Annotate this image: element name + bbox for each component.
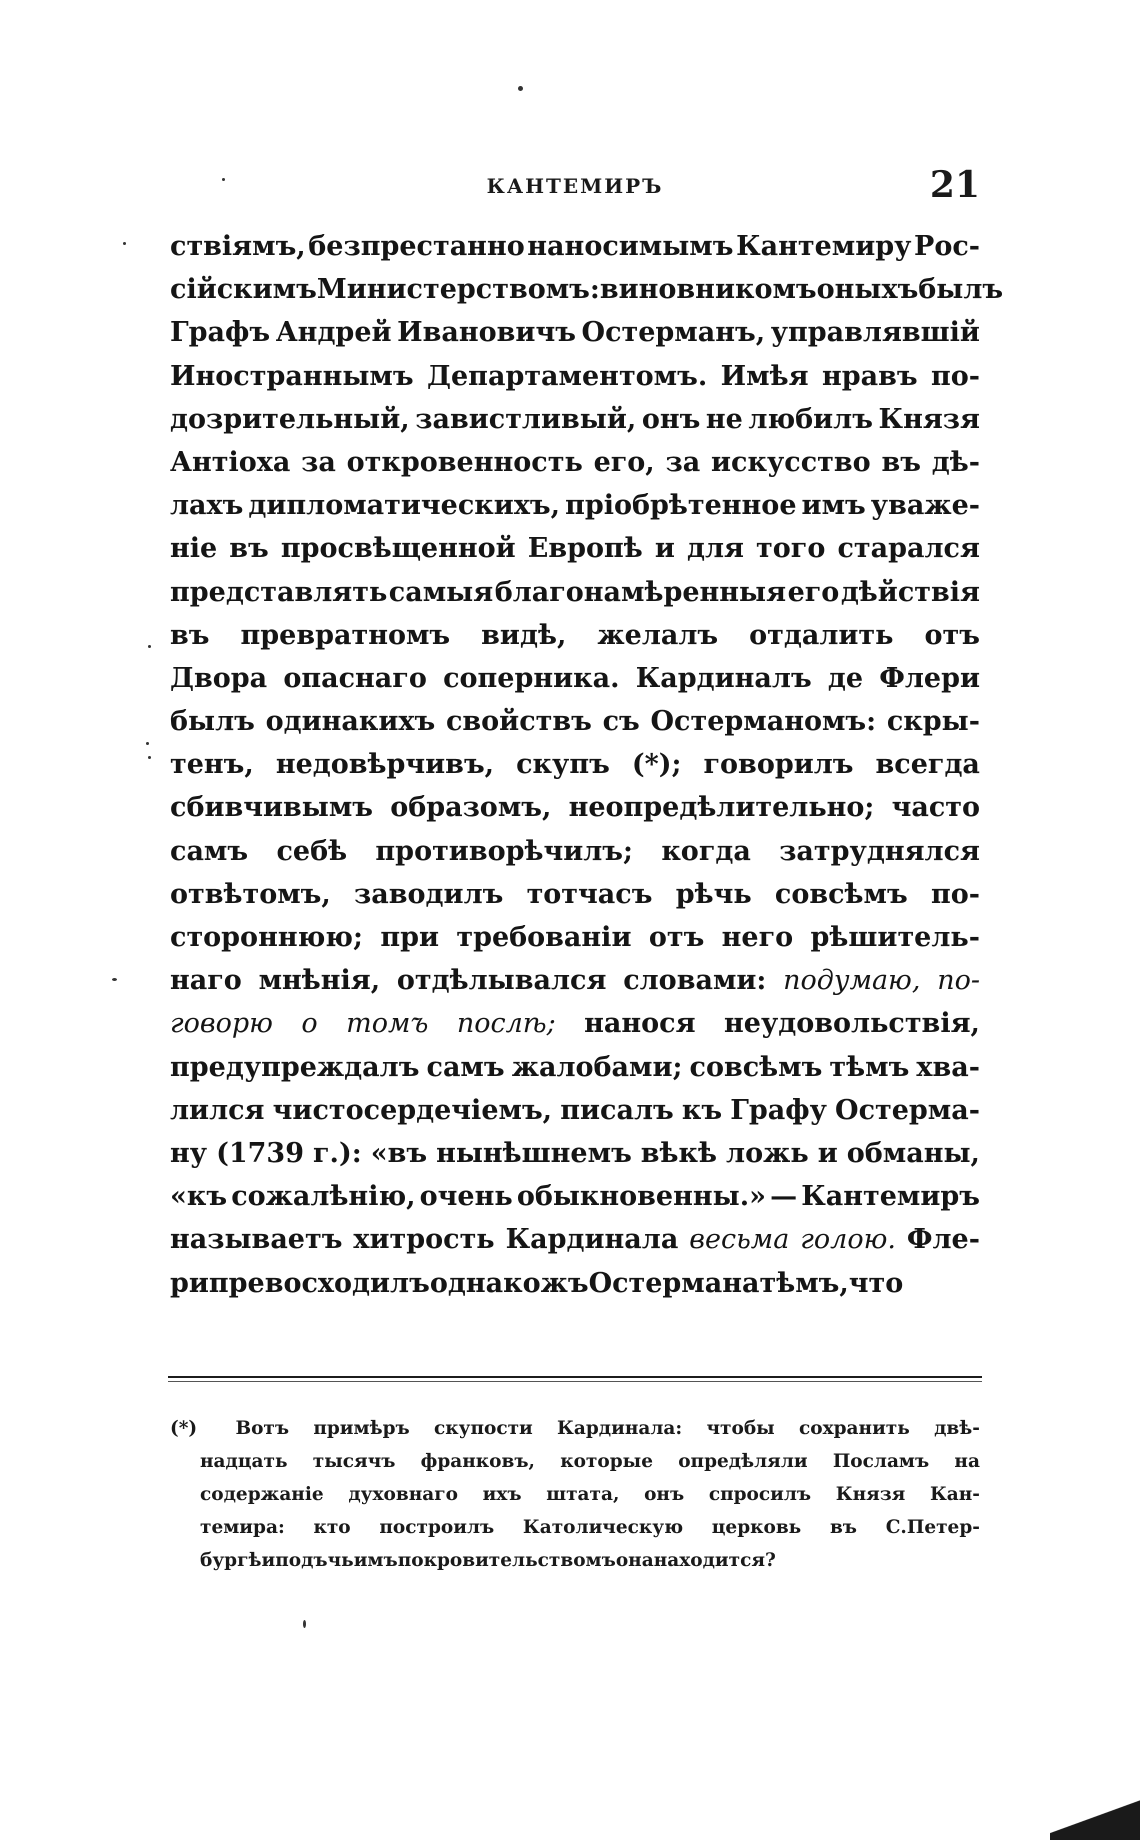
footnote-word: Вотъ (235, 1418, 290, 1439)
page-number: 21 (929, 164, 980, 206)
word: Андрей (275, 317, 392, 349)
word: виновникомъ (599, 274, 817, 306)
word: къ (681, 1094, 723, 1126)
word: очень (419, 1181, 513, 1213)
text-line (170, 959, 980, 1002)
footnote-word: церковь (711, 1517, 802, 1538)
text-line (170, 484, 980, 527)
page-header (170, 164, 980, 208)
word: Остермана (588, 1267, 760, 1299)
footnote-separator-thin (168, 1381, 982, 1382)
footnote-word: тысячъ (312, 1451, 396, 1472)
word: желалъ (597, 619, 719, 651)
word: ствіямъ, (170, 231, 306, 262)
footnote-word: опредѣляли (678, 1451, 808, 1472)
text-line (170, 614, 980, 657)
word: томъ (346, 1008, 429, 1040)
footnote-word: спросилъ (708, 1484, 812, 1505)
word: ри (170, 1267, 209, 1299)
word: былъ (170, 706, 255, 738)
word: по- (930, 360, 980, 392)
text-line (170, 311, 980, 354)
word: послѣ; (456, 1008, 556, 1040)
word: совсѣмъ (774, 878, 908, 910)
text-line (170, 830, 980, 873)
word: безпрестанно (308, 231, 525, 262)
footnote-word: темира: (200, 1517, 285, 1538)
word: для (686, 533, 744, 565)
word: Антіоха (170, 446, 291, 478)
word: скупъ (516, 749, 610, 781)
text-line (170, 441, 980, 484)
word: за (665, 446, 701, 478)
word: пріобрѣтенное (565, 490, 797, 522)
footnote-word: содержаніе (200, 1484, 324, 1505)
footnote-word: Князя (835, 1484, 906, 1505)
word: ніе (170, 533, 218, 565)
word: Двора (170, 662, 268, 694)
word: Графу (730, 1094, 827, 1126)
word: дозрительный, (170, 403, 410, 435)
footnote-word: двѣ- (934, 1418, 980, 1439)
word: Флери (879, 662, 980, 694)
word: видѣ, (481, 619, 567, 651)
footnote-word: духовнаго (348, 1484, 458, 1505)
word: рѣшитель- (810, 922, 980, 953)
word: отдѣлывался (396, 965, 607, 997)
word: превратномъ (240, 619, 451, 651)
word: въ (229, 533, 269, 565)
footnote-word: надцать (200, 1451, 288, 1472)
word: ну (170, 1137, 208, 1169)
word: тотчасъ (526, 878, 653, 910)
footnote-line (170, 1544, 980, 1577)
word: старался (837, 533, 980, 565)
word: совсѣмъ (689, 1051, 823, 1083)
word: тѣмъ (829, 1051, 910, 1083)
text-line (170, 1262, 980, 1305)
word: когда (661, 835, 751, 867)
word: Кардинала (505, 1224, 679, 1256)
text-line (170, 1132, 980, 1175)
word: любилъ (748, 403, 873, 435)
word: мнѣнія, (258, 965, 381, 997)
word: представлять (170, 576, 388, 608)
footnote-word: которые (560, 1451, 653, 1472)
word: де (827, 662, 864, 694)
word: рѣчь (675, 878, 752, 910)
word: недовѣрчивъ, (275, 749, 495, 781)
word: управлявшій (770, 317, 980, 349)
word: откровенность (346, 446, 583, 478)
word: имъ (801, 490, 866, 522)
footnote-word: примѣръ (313, 1418, 410, 1439)
word: сожалѣнію, (231, 1181, 416, 1213)
word: Кантемиръ (801, 1181, 980, 1213)
word: по- (937, 965, 980, 997)
footnote-word: подъ (275, 1550, 328, 1571)
text-line (170, 1046, 980, 1089)
word: говорилъ (703, 749, 854, 781)
footnote-word: она (615, 1550, 654, 1571)
print-speck (518, 86, 523, 91)
word: оныхъ (816, 274, 919, 306)
word: всегда (875, 749, 980, 781)
footnote-word: бургѣ (200, 1550, 262, 1571)
word: тенъ, (170, 749, 254, 781)
word: Фле- (906, 1224, 980, 1256)
footnote-word: кто (313, 1517, 351, 1538)
word: чистосердечіемъ, (272, 1094, 553, 1126)
word: самъ (170, 835, 249, 867)
footnote (170, 1412, 980, 1577)
word: о (301, 1008, 318, 1040)
footnote-word: ихъ (482, 1484, 522, 1505)
footnote-marker: (*) (170, 1418, 198, 1439)
word: «къ (170, 1181, 228, 1213)
word: нравъ (821, 360, 918, 392)
word: отдалить (749, 619, 894, 651)
text-line (170, 700, 980, 743)
word: самъ (426, 1051, 505, 1083)
word: называетъ (170, 1224, 343, 1256)
word: голою. (800, 1224, 896, 1256)
footnote-word: находится? (653, 1550, 776, 1571)
word: словами: (623, 965, 767, 997)
word: отъ (648, 922, 705, 953)
footnote-line (170, 1511, 980, 1544)
word: самыя (388, 576, 494, 608)
text-line (170, 268, 1004, 311)
word: хва- (916, 1051, 980, 1083)
print-speck (148, 756, 151, 759)
word: просвѣщенной (280, 533, 516, 565)
word: образомъ, (390, 792, 552, 824)
word: наго (170, 965, 242, 997)
footnote-word: въ (829, 1517, 857, 1538)
footnote-word: Кардинала: (557, 1418, 683, 1439)
word: (1739 (216, 1137, 304, 1169)
word: Европѣ (527, 533, 643, 565)
word: Ивановичъ (397, 317, 576, 349)
text-line (170, 916, 980, 959)
footnote-word: онъ (644, 1484, 685, 1505)
word: наносимымъ (527, 231, 734, 262)
footnote-line (170, 1478, 980, 1511)
word: дѣ- (931, 446, 980, 478)
word: соперника. (443, 662, 620, 694)
word: былъ (918, 274, 1004, 306)
word: стороннюю; (170, 922, 363, 953)
word: писалъ (560, 1094, 674, 1126)
word: обыкновенны.» (516, 1181, 766, 1213)
text-line (170, 657, 980, 700)
word: нанося (584, 1008, 696, 1040)
footnote-word: Кан- (929, 1484, 980, 1505)
word: одинакихъ (265, 706, 436, 738)
text-line (170, 873, 980, 916)
text-line (170, 1002, 980, 1045)
word: жалобами; (511, 1051, 683, 1083)
word: его (787, 576, 840, 608)
text-line (170, 1089, 980, 1132)
word: (*); (631, 749, 682, 781)
main-text (170, 225, 1004, 1305)
footnote-word: сохранить (798, 1418, 910, 1439)
word: «въ (370, 1137, 428, 1169)
text-line (170, 225, 980, 268)
word: г.): (313, 1137, 362, 1169)
footnote-word: чтобы (706, 1418, 775, 1439)
word: лился (170, 1094, 265, 1126)
word: однакожъ (429, 1267, 589, 1299)
word: того (756, 533, 826, 565)
word: него (721, 922, 794, 953)
word: благонамѣренныя (494, 576, 787, 608)
footnote-word: построилъ (379, 1517, 495, 1538)
text-line (170, 743, 980, 786)
footnote-word: чьимъ (327, 1550, 398, 1571)
footnote-word: франковъ, (420, 1451, 535, 1472)
word: Имѣя (720, 360, 809, 392)
word: часто (891, 792, 980, 824)
word: Остерманомъ: (650, 706, 877, 738)
word: Департаментомъ. (427, 360, 708, 392)
footnote-word: С.Петер- (885, 1517, 980, 1538)
word: Иностраннымъ (170, 360, 414, 392)
word: предупреждалъ (170, 1051, 420, 1083)
scan-corner-mark (1050, 1800, 1140, 1840)
word: съ (602, 706, 640, 738)
word: свойствъ (445, 706, 592, 738)
word: скры- (886, 706, 980, 738)
word: Рос- (914, 231, 980, 262)
word: за (301, 446, 336, 478)
footnote-separator (168, 1376, 982, 1378)
text-line (170, 1175, 980, 1218)
word: нынѣшнемъ (436, 1137, 632, 1169)
word: подумаю, (783, 965, 921, 997)
word: — (770, 1181, 798, 1213)
word: затруднялся (779, 835, 980, 867)
print-speck (303, 1620, 306, 1628)
word: и (654, 533, 675, 565)
word: его, (593, 446, 655, 478)
word: Кантемиру (736, 231, 912, 262)
word: уваже- (870, 490, 980, 522)
running-title: КАНТЕМИРЪ (486, 174, 664, 198)
word: Князя (878, 403, 980, 435)
footnote-word: Посламъ (832, 1451, 930, 1472)
word: дѣйствія (840, 576, 980, 608)
text-line (170, 786, 980, 829)
footnote-word: скупости (433, 1418, 533, 1439)
word: по- (930, 878, 980, 910)
word: завистливый, (415, 403, 637, 435)
word: хитрость (353, 1224, 495, 1256)
text-line (170, 527, 980, 570)
footnote-word: на (954, 1451, 980, 1472)
word: говорю (170, 1008, 273, 1040)
word: заводилъ (354, 878, 504, 910)
word: себѣ (276, 835, 348, 867)
footnote-word: покровительствомъ (397, 1550, 616, 1571)
word: отвѣтомъ, (170, 878, 331, 910)
word: дипломатическихъ, (248, 490, 561, 522)
word: обманы, (846, 1137, 980, 1169)
word: Кардиналъ (635, 662, 812, 694)
word: въ (881, 446, 921, 478)
footnote-line (170, 1445, 980, 1478)
word: лахъ (170, 490, 244, 522)
print-speck (146, 742, 149, 745)
word: при (380, 922, 439, 953)
word: Министерствомъ: (316, 274, 600, 306)
print-speck (148, 645, 151, 648)
text-line (170, 571, 980, 614)
word: Графъ (170, 317, 271, 349)
word: требованіи (456, 922, 632, 953)
word: тѣмъ, (759, 1267, 849, 1299)
word: и (817, 1137, 838, 1169)
word: Остерманъ, (581, 317, 766, 349)
print-speck (222, 178, 225, 181)
footnote-word: штата, (546, 1484, 620, 1505)
text-line (170, 398, 980, 441)
word: Остерма- (835, 1094, 980, 1126)
word: весьма (689, 1224, 790, 1256)
word: ложь (726, 1137, 809, 1169)
word: онъ (641, 403, 701, 435)
word: искусство (711, 446, 871, 478)
text-line (170, 355, 980, 398)
word: отъ (924, 619, 980, 651)
word: превосходилъ (208, 1267, 430, 1299)
word: въ (170, 619, 210, 651)
footnote-word: Католическую (522, 1517, 684, 1538)
word: что (848, 1267, 904, 1299)
word: не (705, 403, 743, 435)
print-speck (123, 242, 126, 245)
word: опаснаго (283, 662, 427, 694)
word: сбивчивымъ (170, 792, 374, 824)
word: вѣкѣ (640, 1137, 718, 1169)
footnote-word: и (261, 1550, 276, 1571)
word: противорѣчилъ; (375, 835, 633, 867)
word: неудовольствія, (724, 1008, 980, 1040)
print-speck (112, 978, 117, 981)
text-line (170, 1218, 980, 1261)
word: сійскимъ (170, 274, 317, 306)
footnote-line (170, 1412, 980, 1445)
word: неопредѣлительно; (568, 792, 875, 824)
